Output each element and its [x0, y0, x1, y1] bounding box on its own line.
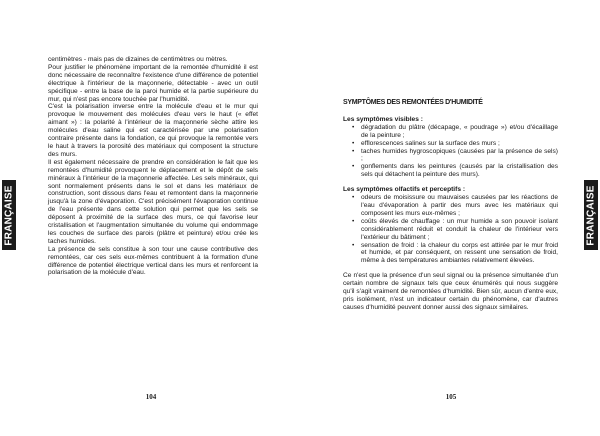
list-item: • efflorescences salines sur la surface des murs ; — [361, 140, 558, 148]
closing-paragraph: Ce n'est que la présence d'un seul signal ou la présence simultanée d'un certain nombre de signaux tels que ceux énumérés qui nous suggère qu'il s'agit vraiment de remontées d'humidité. Bien sûr, aucun d'entre eux, pris isolément, n'est un indicateur certain du phénomène, car d'autres causes d'humidité peuvent donner aussi des signaux similaires. — [343, 272, 558, 311]
list-item: • sensation de froid : la chaleur du corps est attirée par le mur froid et humide, et par conséquent, on ressent une sensation de froid, même à des températures ambiantes relativement élevées. — [361, 242, 558, 266]
right-page — [300, 0, 600, 436]
page-number: 104 — [145, 393, 157, 401]
olfactory-symptoms-list — [343, 194, 558, 265]
list-item: • odeurs de moisissure ou mauvaises causées par les réactions de l'eau d'évaporation à partir des murs avec les matériaux qui composent les murs eux-mêmes ; — [361, 194, 558, 218]
language-tab-right — [584, 180, 598, 250]
visible-symptoms-title: Les symptômes visibles : — [343, 115, 423, 123]
language-tab-label: FRANÇAISE — [585, 184, 597, 246]
paragraph: Il est également nécessaire de prendre en considération le fait que les remontées d'humidité provoquent le déplacement et le dépôt de sels minéraux à l'intérieur de la maçonnerie affectée. Les sels minéraux, qui sont normalement présents dans le sol et dans les matériaux de construction, sont dissous dans l'eau et remontent dans la maçonnerie jusqu'à la zone d'évaporation. C'est précisément l'évaporation continue de l'eau présente dans cette solution qui permet que les sels se déposent à proximité de la surface des murs, ce qui favorise leur cristallisation et l'augmentation simultanée du volume qui endommage les couches de surface des parois (plâtre et peinture) et/ou crée les taches humides. — [48, 158, 258, 245]
list-item: • coûts élevés de chauffage : un mur humide a son pouvoir isolant considérablement réduit et conduit la chaleur de l'intérieur vers l'extérieur du bâtiment ; — [361, 218, 558, 242]
paragraph: C'est la polarisation inverse entre la molécule d'eau et le mur qui provoque le mouvement des molécules d'eau vers le haut (« effet aimant ») : la polarité à l'intérieur de la maçonnerie sèche attire les molécules d'eau saline qui est caractérisée par une polarisation contraire présente dans la fondation, ce qui provoque la remontée vers le haut à travers la porosité des matériaux qui composent la structure des murs. — [48, 103, 258, 158]
list-item: • dégradation du plâtre (décapage, « poudrage ») et/ou d'écaillage de la peinture ; — [361, 124, 558, 140]
language-tab-left — [2, 180, 16, 250]
language-tab-label: FRANÇAISE — [3, 184, 15, 246]
section-heading: SYMPTÔMES DES REMONTÉES D'HUMIDITÉ — [343, 99, 483, 106]
paragraph: Pour justifier le phénomène important de la remontée d'humidité il est donc nécessaire de reconnaître l'existence d'une différence de potentiel électrique à l'intérieur de la maçonnerie, détectable - avec un outil spécifique - entre la base de la paroi humide et la partie supérieure du mur, qui n'est pas encore touchée par l'humidité. — [48, 63, 258, 103]
paragraph: centimètres - mais pas de dizaines de centimètres ou mètres. — [48, 56, 228, 63]
list-item: • taches humides hygroscopiques (causées par la présence de sels) ; — [361, 148, 558, 164]
visible-symptoms-list — [343, 124, 558, 179]
page-number: 105 — [445, 393, 457, 401]
olfactory-symptoms-title: Les symptômes olfactifs et perceptifs : — [343, 186, 466, 194]
paragraph: La présence de sels constitue à son tour une cause contributive des remontées, car ces sels eux-mêmes contribuent à la formation d'une différence de potentiel électrique vertical dans les murs et renforcent la polarisation de la molécule d'eau. — [48, 245, 258, 277]
left-text-column — [48, 56, 258, 277]
list-item: • gonflements dans les peintures (causés par la cristallisation des sels qui détachent la peinture des murs). — [361, 163, 558, 179]
right-text-column — [343, 99, 558, 312]
